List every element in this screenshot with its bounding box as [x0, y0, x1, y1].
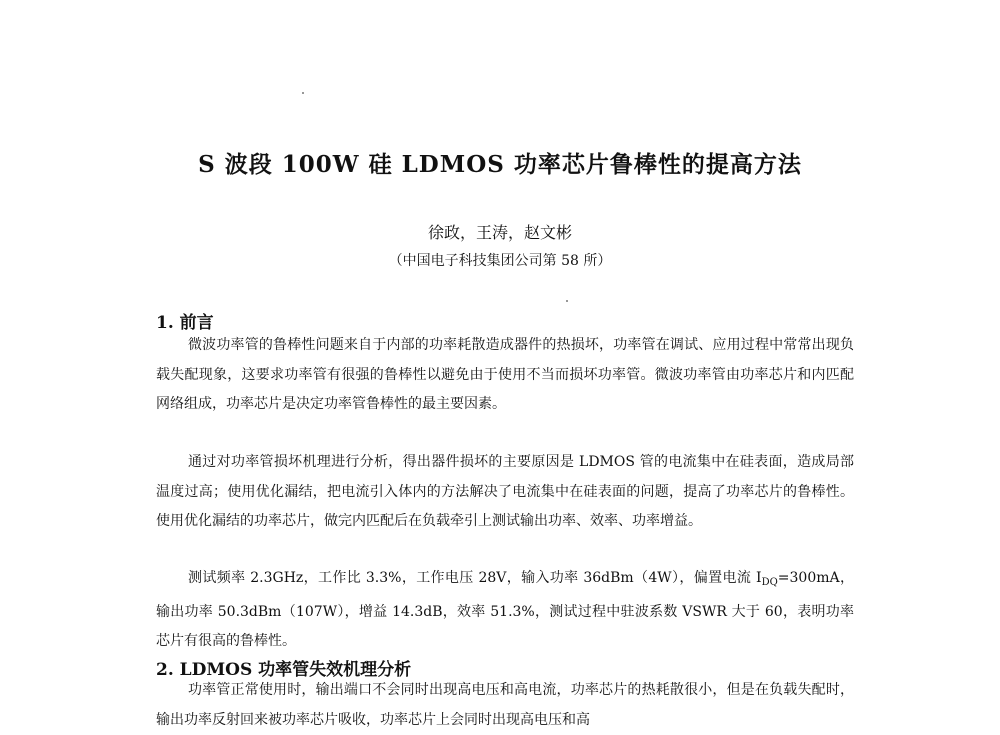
intro-paragraph-2: 通过对功率管损坏机理进行分析，得出器件损坏的主要原因是 LDMOS 管的电流集中在硅表面，造成局部温度过高；使用优化漏结，把电流引入体内的方法解决了电流集中在硅表面的问题，提高了功率芯片的鲁棒性。使用优化漏结的功率芯片，做完内匹配后在负载牵引上测试输出功率、效率、功率增益。 [156, 454, 854, 529]
section-heading-introduction: 1. 前言 [156, 313, 214, 333]
scan-speck [302, 92, 304, 94]
paper-affiliation: （中国电子科技集团公司第 58 所） [388, 253, 612, 269]
paper-title: S 波段 100W 硅 LDMOS 功率芯片鲁棒性的提高方法 [198, 151, 802, 178]
test-results-paragraph [156, 564, 854, 657]
failure-paragraph-1: 功率管正常使用时，输出端口不会同时出现高电压和高电流，功率芯片的热耗散很小，但是在负载失配时，输出功率反射回来被功率芯片吸收，功率芯片上会同时出现高电压和高 [156, 682, 854, 728]
intro-paragraph-1: 微波功率管的鲁棒性问题来自于内部的功率耗散造成器件的热损坏，功率管在调试、应用过程中常常出现负载失配现象，这要求功率管有很强的鲁棒性以避免由于使用不当而损坏功率管。微波功率管由功率芯片和内匹配网络组成，功率芯片是决定功率管鲁棒性的最主要因素。 [156, 337, 854, 412]
test-results-text-part1: 测试频率 2.3GHz，工作比 3.3%，工作电压 28V，输入功率 36dBm（4W），偏置电流 I [188, 570, 762, 586]
bias-current-subscript: DQ [761, 577, 778, 588]
test-results-text-part2: =300mA，输出功率 50.3dBm（107W），增益 14.3dB，效率 51.3%，测试过程中驻波系数 VSWR 大于 60，表明功率芯片有很高的鲁棒性。 [156, 570, 854, 649]
scan-speck [566, 300, 568, 302]
section-heading-failure-mechanism: 2. LDMOS 功率管失效机理分析 [156, 660, 412, 680]
paper-authors: 徐政，王涛，赵文彬 [427, 223, 572, 242]
